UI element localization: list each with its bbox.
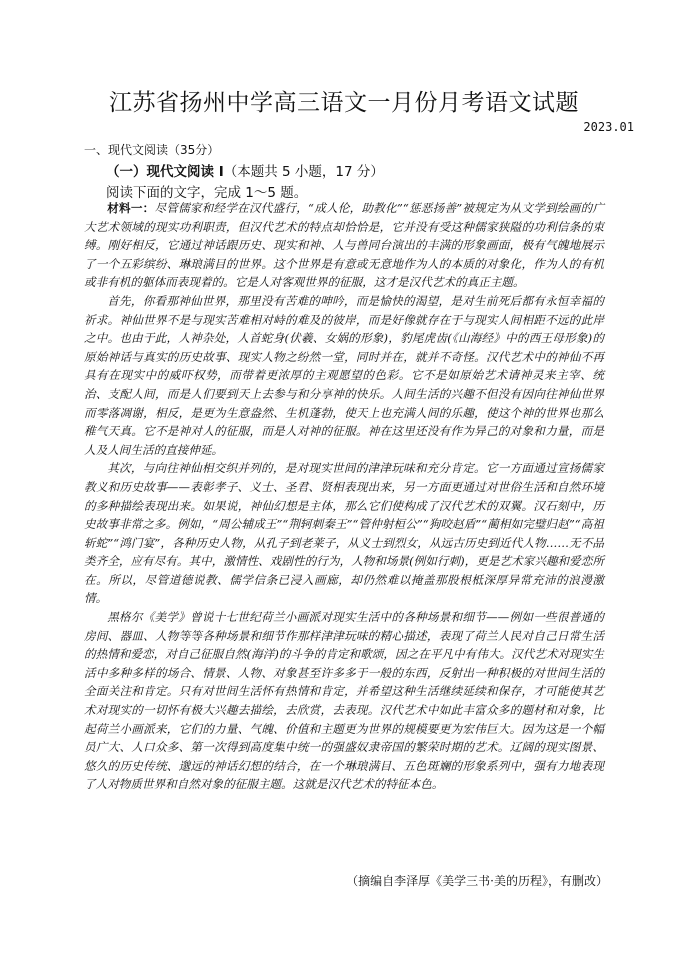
source-citation: （摘编自李泽厚《美学三书·美的历程》，有删改） [346, 874, 608, 888]
material-label: 材料一： [107, 201, 155, 215]
exam-date: 2023.01 [583, 120, 634, 134]
paragraph-1 [84, 199, 604, 292]
paragraph-3: 其次，与向往神仙相交织并列的，是对现实世间的津津玩味和充分肯定。它一方面通过宣扬儒家教义和历史故事——表彰孝子、义士、圣君、贤相表现出来，另一方面更通过对世俗生活和自然环境的多种描绘表现出来。如果说，神仙幻想是主体，那么它们使构成了汉代艺术的双翼。汉石刻中，历史故事非常之多。例如，“周公辅成王”“荆轲刺秦王”“管仲射桓公”“狗咬赵盾”“蔺相如完璧归赵”“高祖斩蛇”“鸿门宴”，各种历史人物，从孔子到老莱子，从义士到烈女，从远古历史到近代人物……无不品类齐全，应有尽有。其中，激情性、戏剧性的行为，人物和场景(例如行刺)，更是艺术家兴趣和爱恋所在。所以，尽管道德说教、儒学信条已浸入画廊，却仍然难以掩盖那股根柢深厚异常充沛的浪漫激情。 [84, 461, 604, 606]
material-one [84, 199, 604, 794]
paragraph-4: 黑格尔《美学》曾说十七世纪荷兰小画派对现实生活中的各种场景和细节——例如一些很普通的房间、器皿、人物等等各种场景和细节作那样津津玩味的精心描述，表现了荷兰人民对自己日常生活的热情和爱恋，对自己征服自然(海洋)的斗争的肯定和歌颂，因之在平凡中有伟大。汉代艺术对现实生活中多种多样的场合、情景、人物、对象甚至许多多于一般的东西，反射出一种积极的对世间生活的全面关注和肯定。只有对世间生活怀有热情和肯定，并希望这种生活继续延续和保存，才可能使其艺术对现实的一切怀有极大兴趣去描绘，去欣赏，去表现。汉代艺术中如此丰富众多的题材和对象，比起荷兰小画派来，它们的力量、气魄、价值和主题更为世界的规模要更为宏伟巨大。因为这是一个幅员广大、人口众多、第一次得到高度集中统一的强盛奴隶帝国的繁荣时期的艺术。辽阔的现实图景、悠久的历史传统、邈远的神话幻想的结合，在一个琳琅满目、五色斑斓的形象系列中，强有力地表现了人对物质世界和自然对象的征服主题。这就是汉代艺术的特征本色。 [84, 610, 604, 792]
paragraph-1-text: 尽管儒家和经学在汉代盛行，“成人伦，助教化”“惩恶扬善”被规定为从文学到绘画的广大艺术领域的现实功利职责，但汉代艺术的特点却恰恰是，它并没有受这种儒家狭隘的功利信条的束缚。刚好相反，它通过神话跟历史、现实和神、人与兽同台演出的丰满的形象画面，极有气魄地展示了一个五彩缤纷、琳琅满目的世界。这个世界是有意或无意地作为人的本质的对象化，作为人的有机或非有机的躯体而表现着的。它是人对客观世界的征服，这才是汉代艺术的真正主题。 [84, 201, 604, 290]
reading-instruction: 阅读下面的文字，完成 1～5 题。 [106, 185, 308, 201]
page-title: 江苏省扬州中学高三语文一月份月考语文试题 [109, 90, 579, 116]
subsection-heading [106, 160, 384, 180]
subsection-note: （本题共 5 小题，17 分） [223, 164, 384, 180]
paragraph-2: 首先，你看那神仙世界，那里没有苦难的呻吟，而是愉快的渴望，是对生前死后都有永恒幸福的祈求。神仙世界不是与现实苦难相对峙的难及的彼岸，而是好像就存在于与现实人间相距不远的此岸之中。也由于此，人神杂处，人首蛇身(伏羲、女娲的形象)，豹尾虎齿(《山海经》中的西王母形象)的原始神话与真实的历史故事、现实人物之纷然一堂，同时并在，就并不奇怪。汉代艺术中的神仙不再具有在现实中的威吓权势，而带着更浓厚的主观愿望的色彩。它不是如原始艺术请神灵来主宰、统治、支配人间，而是人们要到天上去参与和分享神的快乐。人间生活的兴趣不但没有因向往神仙世界而零落凋谢，相反，是更为生意盎然、生机蓬勃，使天上也充满人间的乐趣，使这个神的世界也那么稚气天真。它不是神对人的征服，而是人对神的征服。神在这里还没有作为异己的对象和力量，而是人及人间生活的直接伸延。 [84, 293, 604, 457]
subsection-bold: （一）现代文阅读 I [106, 164, 224, 180]
section-heading: 一、现代文阅读（35分） [84, 143, 220, 157]
